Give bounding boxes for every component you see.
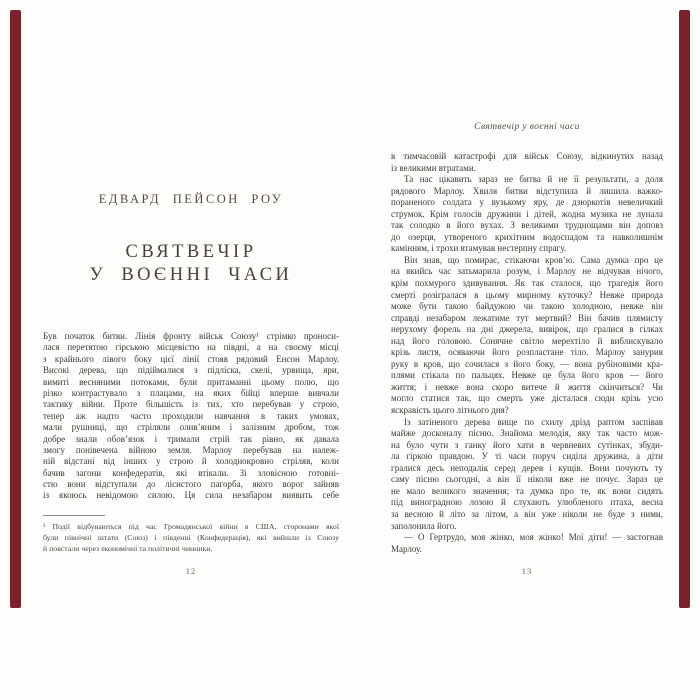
text-line: з крайнього лівого боку цієї лінії стояв рядовий Енсон Марлоу. (43, 353, 339, 364)
text-line: ¹ Події відбуваються під час Громадянської війни в США, сторонами якої (43, 522, 339, 531)
text-line: справді незабаром лежатиме тут мертвий? Він бачив плямисту (391, 312, 663, 323)
body-text-right (391, 151, 663, 555)
text-line: тактику війни. Проте більшість із тих, хто перебував у строю, (43, 399, 339, 410)
footnote-rule (43, 515, 105, 516)
text-line: не мало великого значення; та думка про те, як вони сидять (391, 485, 663, 496)
text-line: на якийсь час затьмарила розум, і Марлоу не відчував нічого, (391, 266, 663, 277)
text-line: смерті розігралася в цьому мирному куточку? Невже природа (391, 289, 663, 300)
text-line: мали рушниці, що стріляли олив’яним і залізним дробом, тож (43, 422, 339, 433)
text-line: гралися десь неподалік серед дерев і кущів. Вони почують ту (391, 462, 663, 473)
text-line: в тимчасовій катастрофі для військ Союзу, відкинутих назад (391, 151, 663, 161)
text-line: рядового Марлоу. Хвиля битви відступила й лишила важко- (391, 185, 663, 196)
text-line: Він знав, що помирає, стікаючи кров’ю. Сама думка про це (404, 254, 663, 265)
text-line: під виноградною лозою й слухають улюбленого птаха, весна (391, 497, 663, 508)
running-header: Святвечір у воєнні часи (474, 122, 580, 132)
text-line: Та нас цікавить зараз не битва й не її результати, а доля (404, 174, 663, 185)
text-line: змогу понівечена війною земля. Марлоу перебував на належ- (43, 444, 339, 455)
text-line: Марлоу. (391, 543, 422, 554)
chapter-title (43, 241, 339, 287)
text-line: Був початок битви. Лінія фронту військ Союзу¹ стрімко проноси- (43, 331, 339, 341)
text-line: струмок. Крім голосів дружини і дітей, жодна музика не лунала (391, 208, 663, 219)
text-line: нерухому форель на дні джерела, вивірок, що гралися в гілках (391, 324, 663, 335)
text-line: різко контрастувало з плацами, на яких бійці вперше вивчали (43, 387, 339, 398)
text-line: за весною й літо за літом, а він уже ніколи не буде з ними, (391, 508, 663, 519)
text-line: так солодко в його вухах. З великими труднощами він доповз (391, 220, 663, 231)
text-line: майже досконалу пісню. Знайома мелодія, яку так часто мож- (391, 428, 663, 439)
text-line: Високі дерева, що підіймалися з підліска, скелі, урвища, яри, (43, 365, 339, 376)
text-line: добре знали обов’язок і тримали стрій так рівно, як давала (43, 433, 339, 444)
text-line: на було чути з ганку його хати в червневих сутінках, збуди- (391, 439, 663, 450)
text-line: лася перетятою гірською місцевістю на півдні, а на своєму місці (43, 342, 339, 353)
text-line: саму пісню сьогодні, а він її ніколи вже не почує. Зараз це (391, 474, 663, 485)
text-line: Із затіненого дерева вище по схилу дрізд раптом заспівав (404, 416, 663, 427)
text-line: пораненого солдата у вузькому яру, де дзюркотів невеличкий (391, 197, 663, 208)
chapter-title-line-1: СВЯТВЕЧІР (125, 242, 257, 262)
text-line: тепер аж надто часто проходили навчання в таких умовах, (43, 410, 339, 421)
text-line: й повстали через економічні та політичні чинники. (43, 544, 213, 554)
text-line: ла гіркою правдою. У ті часи поруч сиділа дружина, а діти (391, 451, 663, 462)
text-line: над його головою. Сонячне світло мерехтіло й виблискувало (391, 335, 663, 346)
text-line: камінням, і трохи втамував нестерпну спрагу. (391, 243, 567, 254)
text-line: були північні штати (Союз) і південні (Конфедерація), які вийшли із Союзу (43, 533, 339, 543)
text-line: плями стікала по пальцях. Невже це була його кров — його (391, 370, 663, 381)
text-line: яскравість цього літнього дня? (391, 405, 509, 416)
text-line: заполонила його. (391, 520, 457, 531)
book-cover-edge-left (10, 10, 21, 608)
body-text-left (43, 331, 339, 502)
text-line: могло статися так, що смерть уже дісталася сюди крізь усю (391, 393, 663, 404)
text-line: стю вони відступали до лісистого пагорба, якого ворог зайняв (43, 479, 339, 490)
text-line: ній відстані від інших у строю й холоднокровно стріляв, коли (43, 456, 339, 467)
text-line: життя; і невже вона скоро витече й життя скінчиться? Чи (391, 381, 663, 392)
page-number-right: 13 (521, 566, 533, 576)
text-line: до озерця, утвореного крихітним водоспадом та навколишнім (391, 231, 663, 242)
author-name: ЕДВАРД ПЕЙСОН РОУ (98, 192, 284, 206)
text-line: із великими втратами. (391, 162, 476, 173)
text-line: вимиті весняними потоками, були притаманні цьому полю, що (43, 376, 339, 387)
text-line: бачив загони конфедератів, які втікали. Зі зловісною готовні- (43, 467, 339, 478)
page-number-left: 12 (185, 566, 197, 576)
text-line: — О Гертрудо, моя жінко, моя жінко! Мої діти! — застогнав (404, 532, 663, 543)
text-line: із якоюсь невідомою силою. Ця сила незабаром виявить себе (43, 490, 339, 501)
book-cover-edge-right (679, 10, 690, 608)
text-line: руку в кров, що сочилася з його боку, — вона рубіновими кра- (391, 358, 663, 369)
text-line: може бути такою байдужою чи такою холодною, невже він (391, 301, 663, 312)
chapter-title-line-2: У ВОЄННІ ЧАСИ (89, 265, 293, 285)
footnote (43, 521, 339, 555)
text-line: крім похмурого здивування. Як так сталося, що трагедія його (391, 278, 663, 289)
text-line: крізь листя, осяваючи його розпластане тіло. Марлоу занурив (391, 347, 663, 358)
